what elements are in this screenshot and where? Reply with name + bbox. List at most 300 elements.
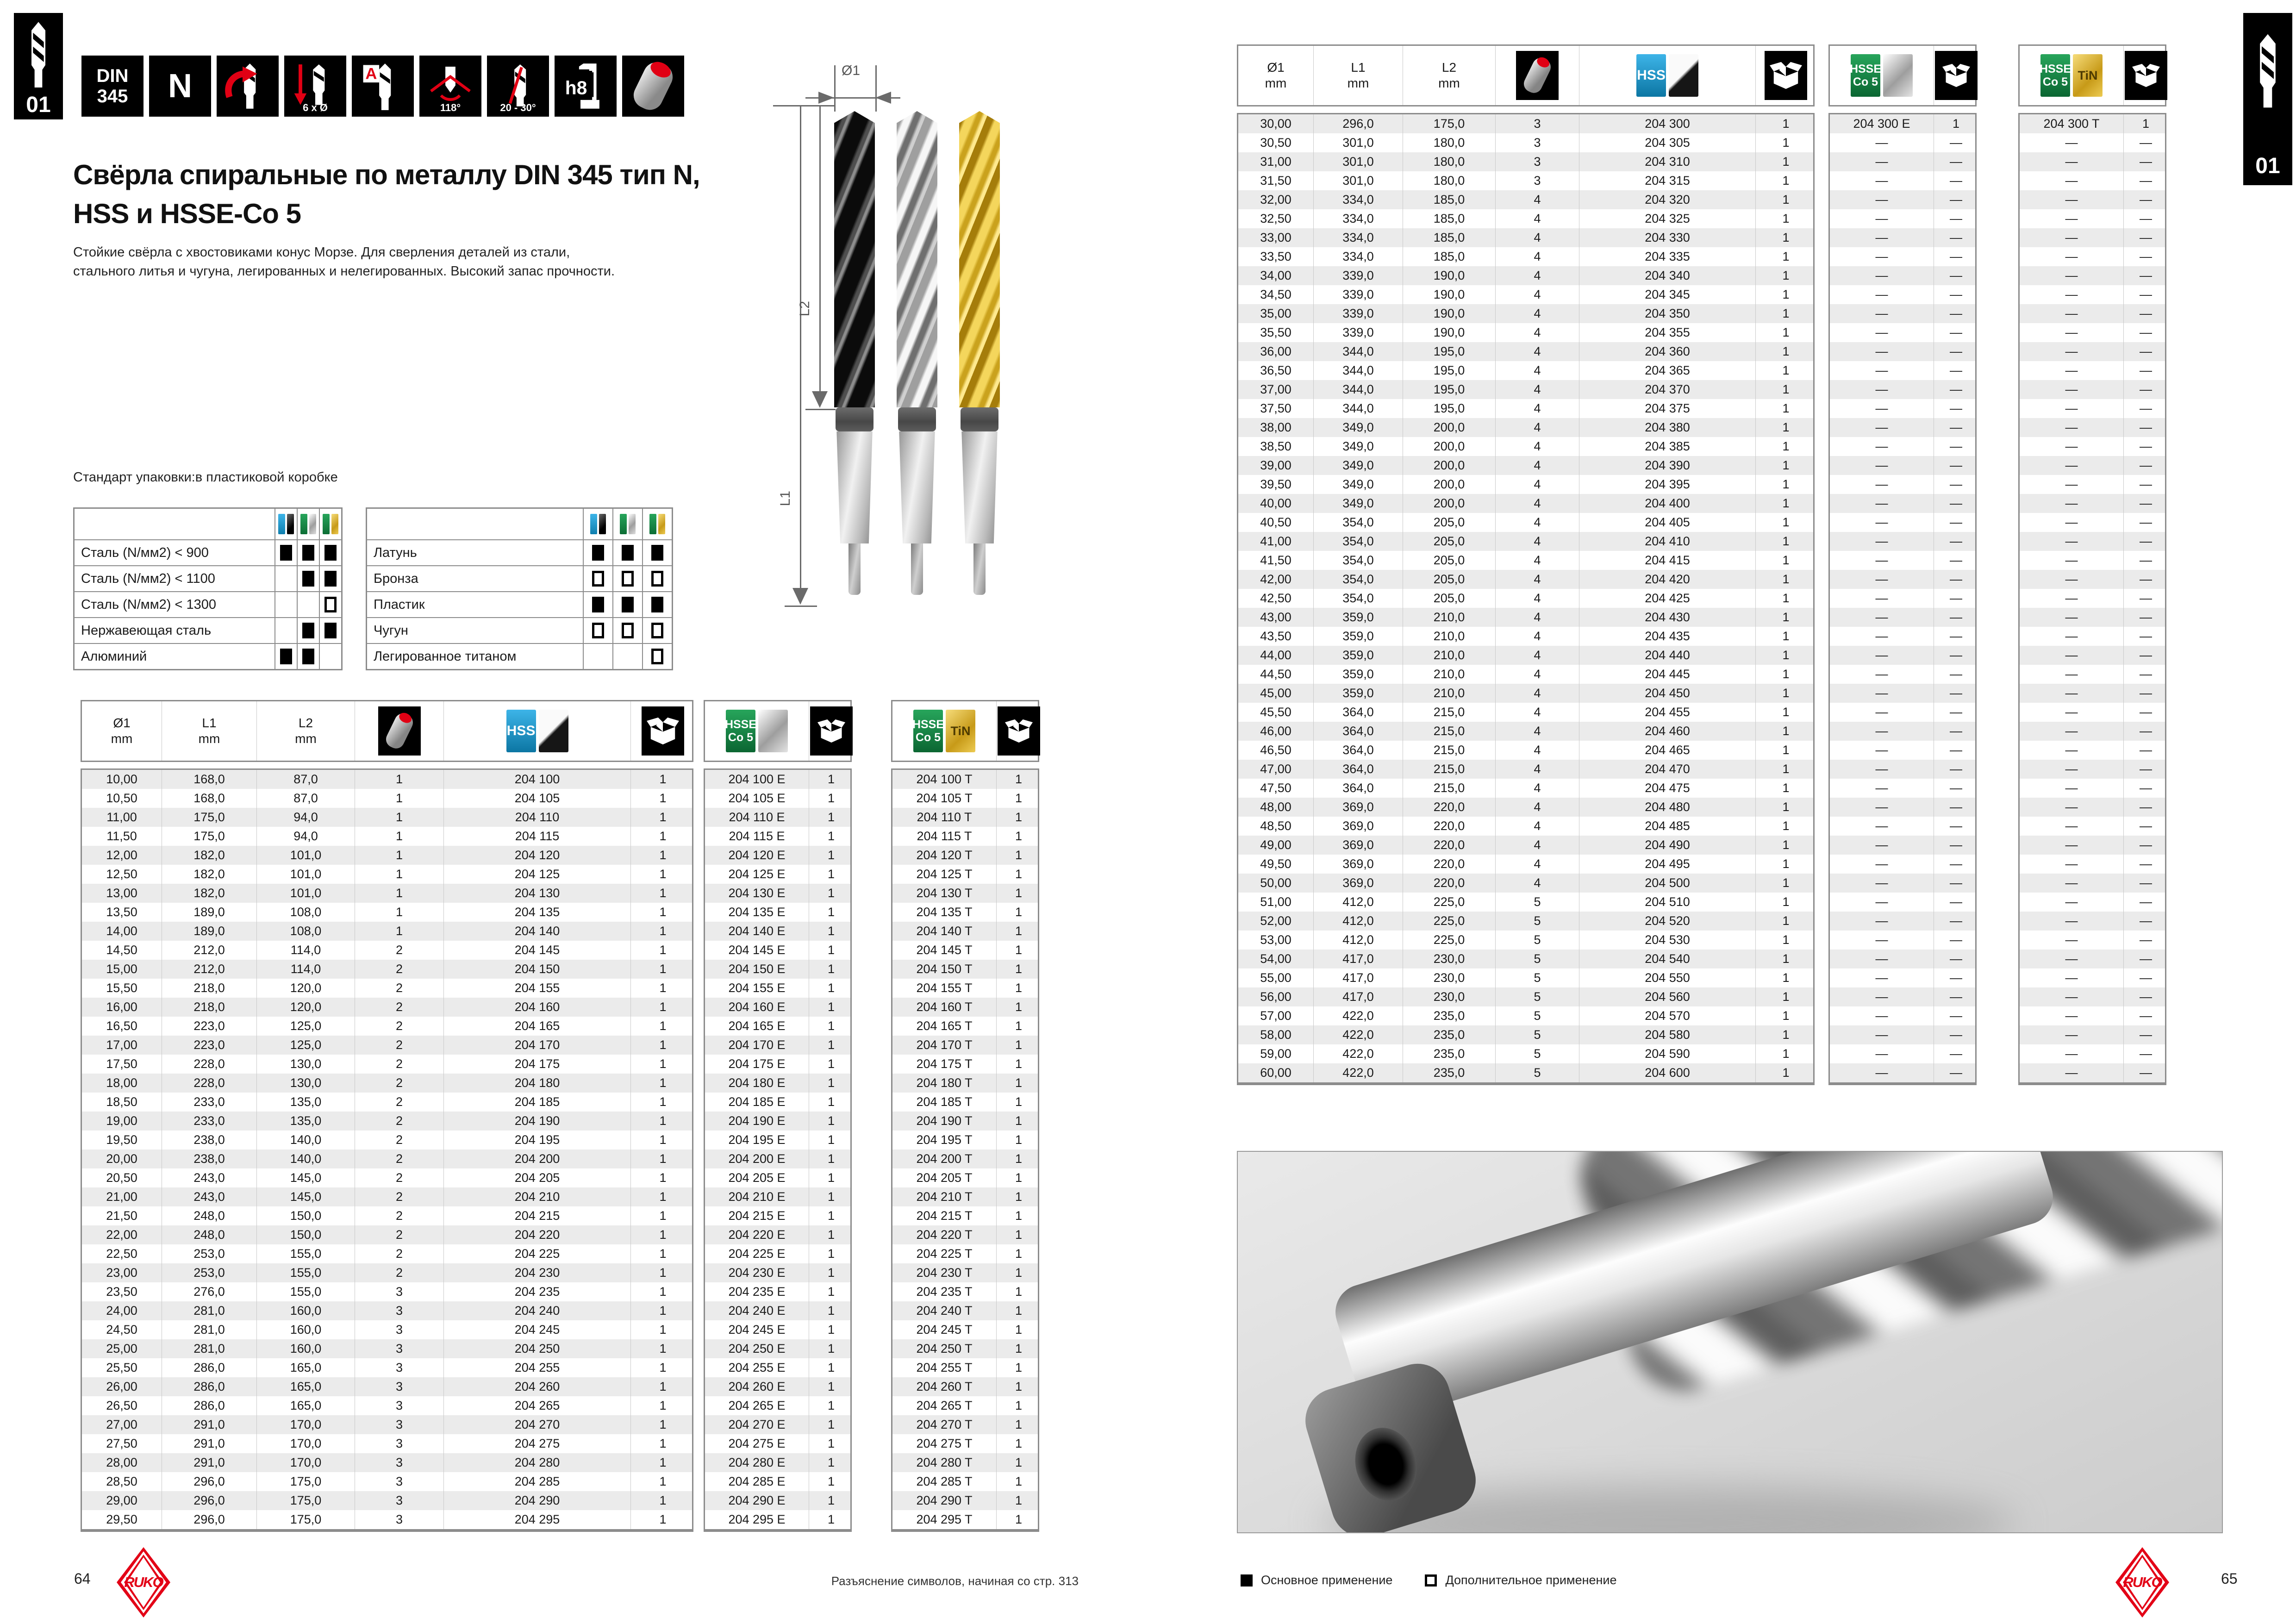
cell-article-hsse: 204 125 E [728,867,786,881]
cell-morse-taper: 1 [355,789,443,808]
cell-l1: 286,0 [162,1396,256,1415]
cell-diameter: 45,00 [1260,686,1292,700]
cell-pack-qty: 1 [1755,760,1816,779]
table-row [1238,570,1813,589]
cell-morse-taper: 2 [355,1093,443,1112]
cell-article-hss: 204 425 [1579,589,1755,608]
cell-article-hss: 204 550 [1579,968,1755,987]
cell-article-hsse: — [1875,591,1888,605]
tin-chip-icon [642,509,672,539]
table-row [1238,114,1813,133]
cell-pack-qty: 1 [1755,779,1816,798]
cell-l2: 101,0 [256,884,355,903]
page-title: Свёрла спиральные по металлу DIN 345 тип N, HSS и HSSE-Co 5 [73,159,700,230]
table-row [2020,608,2165,627]
cell-l1: 223,0 [162,1017,256,1036]
cell-pack-qty: — [1934,399,1978,418]
cell-article-tin: 204 235 T [916,1285,973,1299]
table-row [892,1131,1038,1149]
cell-pack-qty: 1 [996,1320,1041,1339]
cell-pack-qty: 1 [809,1377,853,1396]
col-header-l1: L1 mm [1313,46,1403,105]
cell-article-hss: 204 570 [1579,1006,1755,1025]
cell-pack-qty: 1 [630,1263,695,1282]
cell-l1: 286,0 [162,1358,256,1377]
cell-pack-qty: 1 [1755,342,1816,361]
cell-diameter: 54,00 [1260,952,1292,966]
table-row [892,998,1038,1017]
cell-morse-taper: 5 [1495,1044,1579,1063]
cell-l1: 417,0 [1313,949,1403,968]
tin-chip-icon [319,509,341,539]
cell-diameter: 41,00 [1260,534,1292,548]
cell-pack-qty: 1 [1755,361,1816,380]
cell-morse-taper: 2 [355,1036,443,1055]
cell-article-tin: — [2065,306,2078,320]
cell-pack-qty: 1 [1755,968,1816,987]
section-number: 01 [2255,154,2280,178]
cell-pack-qty: 1 [996,941,1041,960]
table-row [1238,475,1813,494]
cell-article-hss: 204 420 [1579,570,1755,589]
cell-article-tin: — [2065,553,2078,567]
cell-l1: 364,0 [1313,741,1403,760]
cell-l1: 344,0 [1313,342,1403,361]
cell-pack-qty: 1 [1755,1025,1816,1044]
cell-morse-taper: 4 [1495,570,1579,589]
cell-article-hss: 204 375 [1579,399,1755,418]
cell-l2: 235,0 [1403,1025,1495,1044]
cell-morse-taper: 3 [355,1320,443,1339]
cell-diameter: 14,00 [106,924,137,938]
cell-article-tin: 204 210 T [916,1190,973,1204]
table-row [1238,209,1813,228]
cell-morse-taper: 4 [1495,836,1579,855]
cell-morse-taper: 2 [355,1131,443,1149]
cell-article-hss: 204 260 [443,1377,630,1396]
cell-l2: 120,0 [256,979,355,998]
table-row [892,1491,1038,1510]
cell-pack-qty: 1 [809,1320,853,1339]
helix-angle-label: 20 - 30° [500,102,536,113]
cell-l1: 301,0 [1313,171,1403,190]
cell-l2: 135,0 [256,1093,355,1112]
table-row [82,1036,692,1055]
cell-diameter: 40,00 [1260,496,1292,510]
cell-morse-taper: 3 [355,1415,443,1434]
table-row [705,1168,850,1187]
cell-l2: 205,0 [1403,513,1495,532]
cell-pack-qty: 1 [630,1510,695,1529]
cell-article-tin: 204 270 T [916,1418,973,1431]
table-row [2020,551,2165,570]
cell-article-tin: 204 135 T [916,905,973,919]
cell-pack-qty: 1 [996,1112,1041,1131]
cell-diameter: 22,00 [106,1228,137,1242]
cell-diameter: 28,00 [106,1455,137,1469]
table-row [1238,380,1813,399]
table-row [892,1187,1038,1206]
cell-article-hsse: — [1875,952,1888,966]
cell-pack-qty: 1 [1755,304,1816,323]
cell-l2: 195,0 [1403,399,1495,418]
cell-pack-qty: 1 [630,1396,695,1415]
page-number-left: 64 [74,1570,91,1587]
cell-article-tin: — [2065,496,2078,510]
cell-diameter: 29,50 [106,1512,137,1526]
table-row [1830,703,1975,722]
cell-article-tin: — [2065,439,2078,453]
cell-l1: 422,0 [1313,1025,1403,1044]
table-row [1238,532,1813,551]
cell-article-tin: 204 255 T [916,1361,973,1374]
cell-article-tin: 204 280 T [916,1455,973,1469]
tip-type-a-icon [352,56,414,117]
cell-morse-taper: 2 [355,1206,443,1225]
cell-l1: 334,0 [1313,190,1403,209]
cell-pack-qty: 1 [1755,665,1816,684]
cell-pack-qty: — [2123,494,2168,513]
table-row [1830,456,1975,475]
table-row [82,865,692,884]
cell-l1: 364,0 [1313,779,1403,798]
cell-pack-qty: 1 [1755,608,1816,627]
cell-article-hss: 204 520 [1579,912,1755,931]
cell-diameter: 11,50 [106,829,137,843]
cell-diameter: 60,00 [1260,1066,1292,1080]
table-row [892,884,1038,903]
symbols-note: Разъяснение символов, начиная со стр. 313 [831,1574,1079,1588]
cell-morse-taper: 3 [355,1434,443,1453]
table-row [1830,513,1975,532]
primary-application-mark [275,540,297,565]
tolerance-h8-icon [555,56,617,117]
cell-pack-qty: 1 [809,979,853,998]
table-row [82,1415,692,1434]
cell-article-hsse: — [1875,269,1888,282]
cell-l2: 230,0 [1403,968,1495,987]
table-row [892,1396,1038,1415]
cell-l1: 168,0 [162,770,256,789]
cell-diameter: 35,50 [1260,325,1292,339]
cell-pack-qty: 1 [996,884,1041,903]
cell-pack-qty: 1 [630,1074,695,1093]
cell-l2: 215,0 [1403,741,1495,760]
table-row [892,1225,1038,1244]
cell-diameter: 31,00 [1260,155,1292,169]
helix-angle-icon [487,56,549,117]
cell-l1: 296,0 [162,1510,256,1529]
cell-article-tin: 204 230 T [916,1266,973,1280]
cell-diameter: 17,00 [106,1038,137,1052]
cell-l1: 281,0 [162,1320,256,1339]
cell-morse-taper: 4 [1495,418,1579,437]
hsse-chip: HSSE Co 5 [913,710,943,752]
cell-morse-taper: 2 [355,1074,443,1093]
cell-pack-qty: — [1934,342,1978,361]
cell-l1: 344,0 [1313,361,1403,380]
cell-diameter: 46,00 [1260,724,1292,738]
table-row [705,808,850,827]
cell-l2: 185,0 [1403,209,1495,228]
drill-icon [2255,20,2281,125]
cell-pack-qty: — [1934,494,1978,513]
table-row [82,827,692,846]
cell-pack-qty: 1 [996,922,1041,941]
cell-article-tin: — [2065,629,2078,643]
cell-pack-qty: 1 [996,1301,1041,1320]
cell-pack-qty: 1 [809,1263,853,1282]
cell-pack-qty: — [2123,684,2168,703]
cell-pack-qty: 1 [1755,836,1816,855]
table-row [705,1320,850,1339]
cell-pack-qty: 1 [630,979,695,998]
table-row [1830,190,1975,209]
cell-article-hsse: 204 175 E [728,1057,786,1071]
cell-pack-qty: 1 [996,1225,1041,1244]
material-label: Сталь (N/мм2) < 1100 [81,571,215,586]
cell-l2: 190,0 [1403,323,1495,342]
cell-pack-qty: — [2123,949,2168,968]
cell-pack-qty: 1 [630,1339,695,1358]
cell-article-hss: 204 330 [1579,228,1755,247]
cell-pack-qty: 1 [630,1301,695,1320]
table-row [2020,475,2165,494]
cell-article-hss: 204 380 [1579,418,1755,437]
table-row [1238,589,1813,608]
cell-morse-taper: 4 [1495,855,1579,874]
cell-l2: 220,0 [1403,855,1495,874]
cell-pack-qty: 1 [1755,684,1816,703]
cell-article-hsse: — [1875,231,1888,244]
table-row [1830,1063,1975,1082]
cell-morse-taper: 3 [355,1491,443,1510]
cell-pack-qty: — [2123,209,2168,228]
table-row [1830,836,1975,855]
cell-article-hsse: — [1875,515,1888,529]
cell-l2: 175,0 [256,1510,355,1529]
table-row [1238,1006,1813,1025]
table-row [2020,532,2165,551]
cell-diameter: 33,00 [1260,231,1292,244]
table-row [892,846,1038,865]
drill-hss-black [834,111,875,595]
table-row [1238,931,1813,949]
cell-morse-taper: 4 [1495,665,1579,684]
cell-pack-qty: 1 [630,922,695,941]
cell-diameter: 30,00 [1260,117,1292,131]
cell-l1: 349,0 [1313,437,1403,456]
cell-pack-qty: 1 [809,1244,853,1263]
cell-article-hss: 204 165 [443,1017,630,1036]
cell-article-hss: 204 600 [1579,1063,1755,1082]
table-row [1238,247,1813,266]
table-row [1238,855,1813,874]
table-row [1830,949,1975,968]
cell-article-hss: 204 475 [1579,779,1755,798]
table-row [2020,456,2165,475]
cell-pack-qty: — [2123,722,2168,741]
cell-article-hsse: 204 170 E [728,1038,786,1052]
cell-pack-qty: 1 [630,789,695,808]
cell-pack-qty: 1 [1755,589,1816,608]
cell-pack-qty: 1 [996,903,1041,922]
application-row [75,643,341,669]
cell-article-hsse: — [1875,686,1888,700]
silver-chip-icon [758,710,788,752]
cell-pack-qty: 1 [1755,949,1816,968]
hsse-chip-icon [297,509,319,539]
cell-pack-qty: 1 [630,1093,695,1112]
table-row [705,1491,850,1510]
cell-pack-qty: 1 [1755,570,1816,589]
cell-pack-qty: 1 [1755,266,1816,285]
primary-application-mark [319,618,341,643]
cell-l1: 369,0 [1313,874,1403,893]
cell-article-tin: — [2065,193,2078,206]
table-row [705,1055,850,1074]
table-row [2020,987,2165,1006]
table-row [1830,133,1975,152]
cell-morse-taper: 2 [355,960,443,979]
table-row [1238,133,1813,152]
cell-pack-qty: — [1934,798,1978,817]
cell-pack-qty: — [1934,323,1978,342]
cell-diameter: 48,00 [1260,800,1292,814]
cell-diameter: 21,00 [106,1190,137,1204]
drill-icon [25,20,51,92]
col-header-hsse [705,701,809,761]
table-row [892,789,1038,808]
cell-pack-qty: — [1934,703,1978,722]
cell-pack-qty: 1 [1755,513,1816,532]
cell-diameter: 16,50 [106,1019,137,1033]
cell-pack-qty: — [2123,532,2168,551]
table-row [2020,836,2165,855]
table-row [705,1206,850,1225]
cell-article-hsse: — [1875,705,1888,719]
cell-pack-qty: 1 [996,1510,1041,1529]
application-row [367,539,672,565]
cell-diameter: 20,50 [106,1171,137,1185]
table-row [82,1510,692,1529]
application-row [367,565,672,591]
cell-pack-qty: 1 [996,1149,1041,1168]
cell-pack-qty: — [2123,247,2168,266]
cell-pack-qty: — [1934,380,1978,399]
table-row [1238,304,1813,323]
cell-l1: 243,0 [162,1168,256,1187]
table-row [2020,722,2165,741]
table-row [892,808,1038,827]
cell-pack-qty: 1 [809,884,853,903]
cell-diameter: 49,50 [1260,857,1292,871]
table-row [82,1074,692,1093]
tolerance-label: h8 [565,77,587,99]
cell-l2: 205,0 [1403,570,1495,589]
table-row [1830,912,1975,931]
cell-diameter: 25,50 [106,1361,137,1374]
cell-l1: 339,0 [1313,266,1403,285]
table-row [1238,608,1813,627]
cell-pack-qty: 1 [1755,133,1816,152]
table-row [1830,684,1975,703]
cell-diameter: 13,00 [106,886,137,900]
cell-diameter: 19,00 [106,1114,137,1128]
table-row [705,1434,850,1453]
cell-diameter: 55,00 [1260,971,1292,985]
table-row [1238,949,1813,968]
cell-diameter: 24,00 [106,1304,137,1318]
cell-pack-qty: 1 [630,1036,695,1055]
cell-pack-qty: — [2123,513,2168,532]
cell-l2: 190,0 [1403,285,1495,304]
cell-article-hss: 204 480 [1579,798,1755,817]
dim-l2-label: L2 [797,301,812,317]
cell-article-tin: 204 145 T [916,943,973,957]
cell-diameter: 36,00 [1260,344,1292,358]
cell-pack-qty: 1 [809,1472,853,1491]
cell-article-hsse: 204 275 E [728,1437,786,1450]
table-row [705,1187,850,1206]
table-row [705,922,850,941]
cell-pack-qty: — [2123,968,2168,987]
cell-diameter: 37,00 [1260,382,1292,396]
table-row [82,1187,692,1206]
cell-pack-qty: 1 [630,1377,695,1396]
secondary-application-mark [612,618,642,643]
table-row [2020,247,2165,266]
cell-pack-qty: 1 [630,1055,695,1074]
cell-diameter: 26,50 [106,1399,137,1412]
cell-article-hss: 204 245 [443,1320,630,1339]
cell-pack-qty: 1 [1755,532,1816,551]
cell-pack-qty: — [2123,437,2168,456]
cell-pack-qty: 1 [630,1149,695,1168]
table-row [1238,627,1813,646]
cell-article-hss: 204 455 [1579,703,1755,722]
cell-article-hss: 204 370 [1579,380,1755,399]
table-row [2020,1025,2165,1044]
cell-pack-qty: — [1934,722,1978,741]
hsse-chip-icon [612,509,642,539]
table-row [1830,1044,1975,1063]
cell-pack-qty: — [2123,703,2168,722]
cell-diameter: 21,50 [106,1209,137,1223]
cell-diameter: 53,00 [1260,933,1292,947]
primary-application-mark [642,592,672,617]
packaging-note: Стандарт упаковки:в пластиковой коробке [73,470,338,485]
cell-article-tin: 204 260 T [916,1380,973,1393]
primary-application-mark [642,540,672,565]
cell-article-hsse: 204 250 E [728,1342,786,1355]
cell-pack-qty: 1 [809,1112,853,1131]
cell-morse-taper: 2 [355,1149,443,1168]
cell-morse-taper: 1 [355,770,443,789]
cell-morse-taper: 2 [355,1225,443,1244]
cell-article-hsse: — [1875,762,1888,776]
cell-pack-qty: 1 [1755,722,1816,741]
cell-pack-qty: 1 [809,1453,853,1472]
cell-pack-qty: 1 [1755,627,1816,646]
table-row [892,1282,1038,1301]
cell-l2: 180,0 [1403,171,1495,190]
cell-l1: 175,0 [162,827,256,846]
cell-diameter: 29,00 [106,1493,137,1507]
legend [1241,1573,1617,1587]
cell-article-tin: — [2065,155,2078,169]
cell-article-hsse: — [1875,250,1888,263]
